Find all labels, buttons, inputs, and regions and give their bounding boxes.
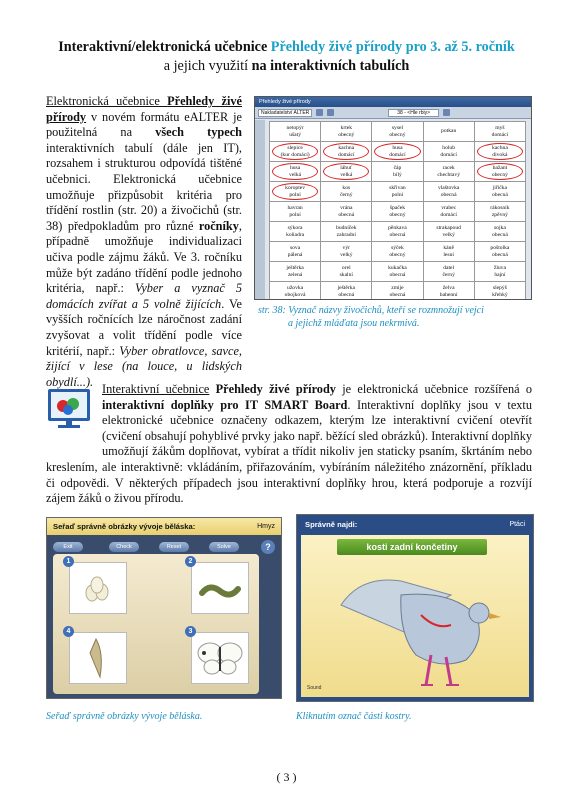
caption-animals xyxy=(258,305,538,330)
cell-line-1: vlaštovka xyxy=(437,185,460,191)
caption-line-2: a jejichž mláďata jsou nekrmivá. xyxy=(288,317,420,329)
cell-line-1: pěnkava xyxy=(388,225,407,231)
cell-line-2: obecný xyxy=(389,131,406,138)
text-seg: všech typech xyxy=(155,125,242,140)
cell-line-1: kachna xyxy=(338,145,355,151)
title-prefix: Interaktivní/elektronická učebnice xyxy=(58,39,271,55)
cell-line-2: zpěvný xyxy=(491,211,508,218)
cell-line-1: žluva xyxy=(493,265,506,271)
cell-line-1: potkan xyxy=(441,128,457,135)
game1-category: Hmyz xyxy=(257,523,275,530)
cell-line-2: obecný xyxy=(491,171,508,178)
zoom-icon[interactable] xyxy=(443,109,450,116)
cell-line-2: bahenní xyxy=(439,291,458,298)
cell-line-2: domácí xyxy=(338,151,355,158)
window-toolbar xyxy=(255,107,531,119)
grid-cell[interactable] xyxy=(270,282,321,301)
grid-row xyxy=(270,142,526,162)
grid-cell[interactable] xyxy=(270,262,321,282)
text-seg: Vyber a vyznač 5 domácích zvířat a 5 volně žijících xyxy=(46,281,242,311)
card-pupa[interactable] xyxy=(69,632,127,684)
page-select[interactable]: 38 - <Hle rbiy> xyxy=(388,109,439,117)
text-seg: Přehledy živé přírody xyxy=(46,94,242,124)
back-icon[interactable] xyxy=(316,109,323,116)
game2-title: Správně najdi: xyxy=(305,519,358,529)
cell-line-1: strakapoud xyxy=(436,225,461,231)
card-butterfly[interactable] xyxy=(191,632,249,684)
window-title-bar: Přehledy živé přírody xyxy=(255,97,531,107)
game1-buttons xyxy=(47,538,281,552)
cell-line-1: sysel xyxy=(391,125,404,131)
grid-cell[interactable] xyxy=(270,122,321,142)
cell-line-2: černý xyxy=(340,191,353,198)
cell-line-2: ušatý xyxy=(289,131,301,138)
game1-play-area xyxy=(53,554,259,694)
cell-line-1: káně xyxy=(443,245,454,251)
grid-row xyxy=(270,202,526,222)
publisher-label: Nakladatelství ALTER xyxy=(258,109,312,117)
text-seg: . Interaktivní doplňky jsou v textu elektronické učebnice označeny odkazem, kterým lze interaktivní cvičení otevřít (cvičení obsahují pohyblivé prvky jako např. běžící sled obrázků). Interaktivní doplňky umožňují žákům doplňovat, vybírat a třídit nikoliv jen staticky psaním, škrtáním nebo kreslením, ale interaktivně: vkládáním, přiřazováním, vybíráním náležitého znázornění, příkladu či odpovědi. V některých případech jsou interaktivní doplňky hrou, která podporuje a rozvíjí zájem žáků o živou přírodu. xyxy=(46,397,532,506)
cell-line-2: obecná xyxy=(389,231,406,238)
cell-line-2: velký xyxy=(442,231,455,238)
cell-line-2: (kur domácí) xyxy=(280,151,310,158)
grid-cell[interactable] xyxy=(474,122,525,142)
grid-row xyxy=(270,262,526,282)
grid-cell[interactable] xyxy=(372,262,423,282)
grid-cell[interactable] xyxy=(423,162,474,182)
text-seg: Přehledy živé přírody xyxy=(209,382,336,396)
game2-header xyxy=(297,515,533,533)
cell-line-1: myš xyxy=(495,125,505,131)
grid-cell[interactable] xyxy=(270,242,321,262)
grid-cell[interactable] xyxy=(372,202,423,222)
cell-line-1: havran xyxy=(287,205,303,211)
cell-line-2: obecný xyxy=(338,131,355,138)
cell-line-1: láhuť xyxy=(340,165,353,171)
grid-cell[interactable] xyxy=(423,262,474,282)
bird-skeleton-screenshot xyxy=(296,514,534,702)
grid-cell[interactable] xyxy=(321,262,372,282)
text-seg: Interaktivní učebnice xyxy=(102,382,210,396)
grid-cell[interactable] xyxy=(270,222,321,242)
pigeon-skeleton-icon[interactable] xyxy=(301,535,529,699)
title-line2-prefix: a jejich využití xyxy=(163,58,252,74)
text-seg: ročníky xyxy=(198,218,239,233)
grid-cell[interactable] xyxy=(474,242,525,262)
cell-line-2: zelená xyxy=(287,271,303,278)
cell-line-1: jiřička xyxy=(492,185,508,191)
exit-button[interactable]: Exit xyxy=(53,542,83,552)
ebook-screenshot xyxy=(254,96,532,300)
butterfly-icon xyxy=(192,633,248,683)
cell-line-1: racek xyxy=(442,165,455,171)
cell-line-1: slepýš xyxy=(492,285,507,291)
cell-line-2: velká xyxy=(340,171,353,178)
grid-row xyxy=(270,122,526,142)
cell-line-2: hajní xyxy=(494,271,506,278)
text-seg: v novém formátu eALTER je použitelná na xyxy=(46,109,242,140)
forward-icon[interactable] xyxy=(327,109,334,116)
smartboard-paragraph xyxy=(46,382,532,507)
cell-line-2: domácí xyxy=(440,211,457,218)
cell-line-2: obecná xyxy=(389,271,406,278)
cell-line-2: lesní xyxy=(443,251,454,258)
cell-line-1: skřivan xyxy=(389,185,406,191)
cell-line-1: ještěrka xyxy=(337,285,355,291)
cell-line-2: obecná xyxy=(491,251,508,258)
cell-line-1: čáp xyxy=(393,165,402,171)
number-badge: 4 xyxy=(63,626,74,637)
cell-line-1: kukačka xyxy=(388,265,407,271)
cell-line-2: chechtavý xyxy=(437,171,460,178)
grid-row xyxy=(270,162,526,182)
cell-line-2: skalní xyxy=(339,271,353,278)
cell-line-1: užovka xyxy=(287,285,304,291)
cell-line-1: budníček xyxy=(336,225,357,231)
cell-line-1: husa xyxy=(289,165,301,171)
cell-line-2: zahradní xyxy=(336,231,356,238)
cell-line-1: vrána xyxy=(340,205,353,211)
cell-line-1: želva xyxy=(442,285,455,291)
grid-cell[interactable] xyxy=(321,202,372,222)
grid-cell[interactable] xyxy=(474,162,525,182)
cell-line-1: kachna xyxy=(491,145,508,151)
grid-cell[interactable] xyxy=(474,142,525,162)
cell-line-2: obecný xyxy=(389,211,406,218)
title-line-2 xyxy=(0,57,573,76)
grid-row xyxy=(270,182,526,202)
title-highlight: Přehledy živé přírody pro 3. až 5. ročník xyxy=(270,39,515,55)
cell-line-2: divoká xyxy=(492,151,508,158)
cell-line-2: obecná xyxy=(491,191,508,198)
grid-cell[interactable] xyxy=(321,282,372,301)
cell-line-1: bažant xyxy=(492,165,508,171)
grid-cell[interactable] xyxy=(372,222,423,242)
cell-line-2: pálená xyxy=(287,251,303,258)
grid-cell[interactable] xyxy=(321,162,372,182)
grid-cell[interactable] xyxy=(423,202,474,222)
grid-cell[interactable] xyxy=(372,282,423,301)
cell-line-1: výr xyxy=(342,245,351,251)
number-badge: 2 xyxy=(185,556,196,567)
cell-line-1: ještěrka xyxy=(286,265,304,271)
cell-line-1: husa xyxy=(392,145,403,151)
grid-cell[interactable] xyxy=(372,182,423,202)
check-button[interactable]: Check xyxy=(109,542,139,552)
grid-cell[interactable] xyxy=(372,122,423,142)
help-button[interactable]: ? xyxy=(261,540,275,554)
caption-line-1: str. 38: Vyznač názvy živočichů, kteří se rozmnožují vejci xyxy=(258,305,484,316)
number-badge: 3 xyxy=(185,626,196,637)
cell-line-1: koroptev xyxy=(285,185,306,191)
grid-cell[interactable] xyxy=(270,162,321,182)
pupa-icon xyxy=(70,633,126,683)
text-seg: je elektronická učebnice rozšířená o xyxy=(335,382,532,396)
cell-line-1: krtek xyxy=(340,125,353,131)
cell-line-2: polní xyxy=(391,191,404,198)
cell-line-1: datel xyxy=(443,265,455,271)
cell-line-1: špaček xyxy=(389,205,406,211)
cell-line-2: domácí xyxy=(491,131,509,138)
cell-line-1: netopýr xyxy=(286,125,304,131)
cell-line-1: slepice xyxy=(287,145,303,151)
title-line2-bold: na interaktivních tabulích xyxy=(251,58,410,74)
cell-line-2: obecná xyxy=(491,231,508,238)
game1-title: Seřaď správně obrázky vývoje běláska: xyxy=(53,522,196,531)
cell-line-2: obojková xyxy=(284,291,306,298)
grid-cell[interactable] xyxy=(423,282,474,301)
text-seg: interaktivní doplňky pro IT SMART Board xyxy=(102,397,348,412)
task-banner: kosti zadní končetiny xyxy=(337,539,487,555)
cell-line-2: domácí xyxy=(440,151,457,158)
grid-row xyxy=(270,242,526,262)
cell-line-2: velký xyxy=(340,251,353,258)
grid-row xyxy=(270,282,526,301)
text-seg: interaktivních tabulí (dále jen IT), rozsahem i strukturou odpovídá tištěné učebnici. Elektronická učebnice umožňuje přizpůsobit kritéria pro třídění rostlin (str. 20) a živočichů (str. 38) předpokladům pro různé xyxy=(46,140,242,233)
cell-line-1: vrabec xyxy=(441,205,457,211)
grid-cell[interactable] xyxy=(474,202,525,222)
grid-cell[interactable] xyxy=(423,222,474,242)
number-badge: 1 xyxy=(63,556,74,567)
grid-cell[interactable] xyxy=(321,222,372,242)
cell-line-1: sojka xyxy=(494,225,506,231)
cell-line-1: kos xyxy=(342,185,351,191)
eggs-icon xyxy=(70,563,126,613)
caption-game1: Seřaď správně obrázky vývoje běláska. xyxy=(46,711,203,722)
cell-line-2: obecná xyxy=(338,291,355,298)
sound-toggle[interactable]: Sound xyxy=(307,685,322,691)
card-eggs[interactable] xyxy=(69,562,127,614)
page-title xyxy=(0,38,573,76)
grid-cell[interactable] xyxy=(321,242,372,262)
cell-line-1: orel xyxy=(341,265,351,271)
grid-cell[interactable] xyxy=(474,282,525,301)
grid-cell[interactable] xyxy=(321,182,372,202)
page-number: ( 3 ) xyxy=(276,770,297,784)
cell-line-2: domácí xyxy=(389,151,406,158)
text-seg: Vyber obratlovce, savce, žijící v lese (na louce, u lidských obydlí...). xyxy=(46,343,242,389)
game1-header xyxy=(47,518,281,535)
cell-line-1: holub xyxy=(442,145,456,151)
cell-line-2: polní xyxy=(289,191,301,198)
grid-cell[interactable] xyxy=(372,162,423,182)
grid-cell[interactable] xyxy=(423,242,474,262)
cell-line-2: černý xyxy=(442,271,455,278)
grid-cell[interactable] xyxy=(423,182,474,202)
cell-line-2: obecný xyxy=(389,251,406,258)
cell-line-2: obecná xyxy=(389,291,406,298)
grid-cell[interactable] xyxy=(321,122,372,142)
grid-cell[interactable] xyxy=(372,242,423,262)
solve-button[interactable]: Solve xyxy=(209,542,239,552)
grid-row xyxy=(270,222,526,242)
game2-play-area xyxy=(301,535,529,697)
animals-grid xyxy=(269,121,526,300)
cell-line-1: sova xyxy=(289,245,301,251)
grid-cell[interactable] xyxy=(270,202,321,222)
caterpillar-icon xyxy=(192,563,248,613)
text-seg: , případně umožňuje individualizaci učiva podle zájmu žáků. Ve 3. ročníku může být zadáno třídění podle jednoho kritéria, např.: xyxy=(46,218,242,296)
cell-line-1: poštolka xyxy=(490,245,510,251)
cell-line-2: obecná xyxy=(440,191,457,198)
title-line-1 xyxy=(0,38,573,57)
text-seg: . Ve vyšších ročnících lze náročnost zadání zvyšovat a volit třídění podle více kritérií, např.: xyxy=(46,296,242,358)
window-sidebar xyxy=(255,120,265,299)
grid-cell[interactable] xyxy=(474,182,525,202)
grid-cell[interactable] xyxy=(423,122,474,142)
cell-line-2: polní xyxy=(289,211,301,218)
grid-cell[interactable] xyxy=(474,262,525,282)
cell-line-2: bílý xyxy=(393,171,402,178)
grid-cell[interactable] xyxy=(474,222,525,242)
grid-cell[interactable] xyxy=(321,142,372,162)
grid-cell[interactable] xyxy=(270,182,321,202)
cell-line-1: zmije xyxy=(391,285,404,291)
cell-line-2: velká xyxy=(289,171,302,178)
grid-cell[interactable] xyxy=(372,142,423,162)
butterfly-game-screenshot xyxy=(46,517,282,699)
card-caterpillar[interactable] xyxy=(191,562,249,614)
cell-line-1: rákosník xyxy=(490,205,510,211)
grid-cell[interactable] xyxy=(270,142,321,162)
cell-line-2: koňadra xyxy=(286,231,305,238)
cell-line-1: sýček xyxy=(391,245,404,251)
text-seg: Elektronická učebnice xyxy=(46,94,168,108)
caption-game2: Kliknutím označ části kostry. xyxy=(296,711,412,722)
cell-line-2: obecná xyxy=(338,211,355,218)
intro-paragraph xyxy=(46,94,242,390)
cell-line-2: křehký xyxy=(492,291,508,298)
grid-cell[interactable] xyxy=(423,142,474,162)
cell-line-1: sýkora xyxy=(287,225,303,231)
smartboard-icon xyxy=(46,385,92,431)
reset-button[interactable]: Reset xyxy=(159,542,189,552)
game2-category: Ptáci xyxy=(509,520,525,528)
